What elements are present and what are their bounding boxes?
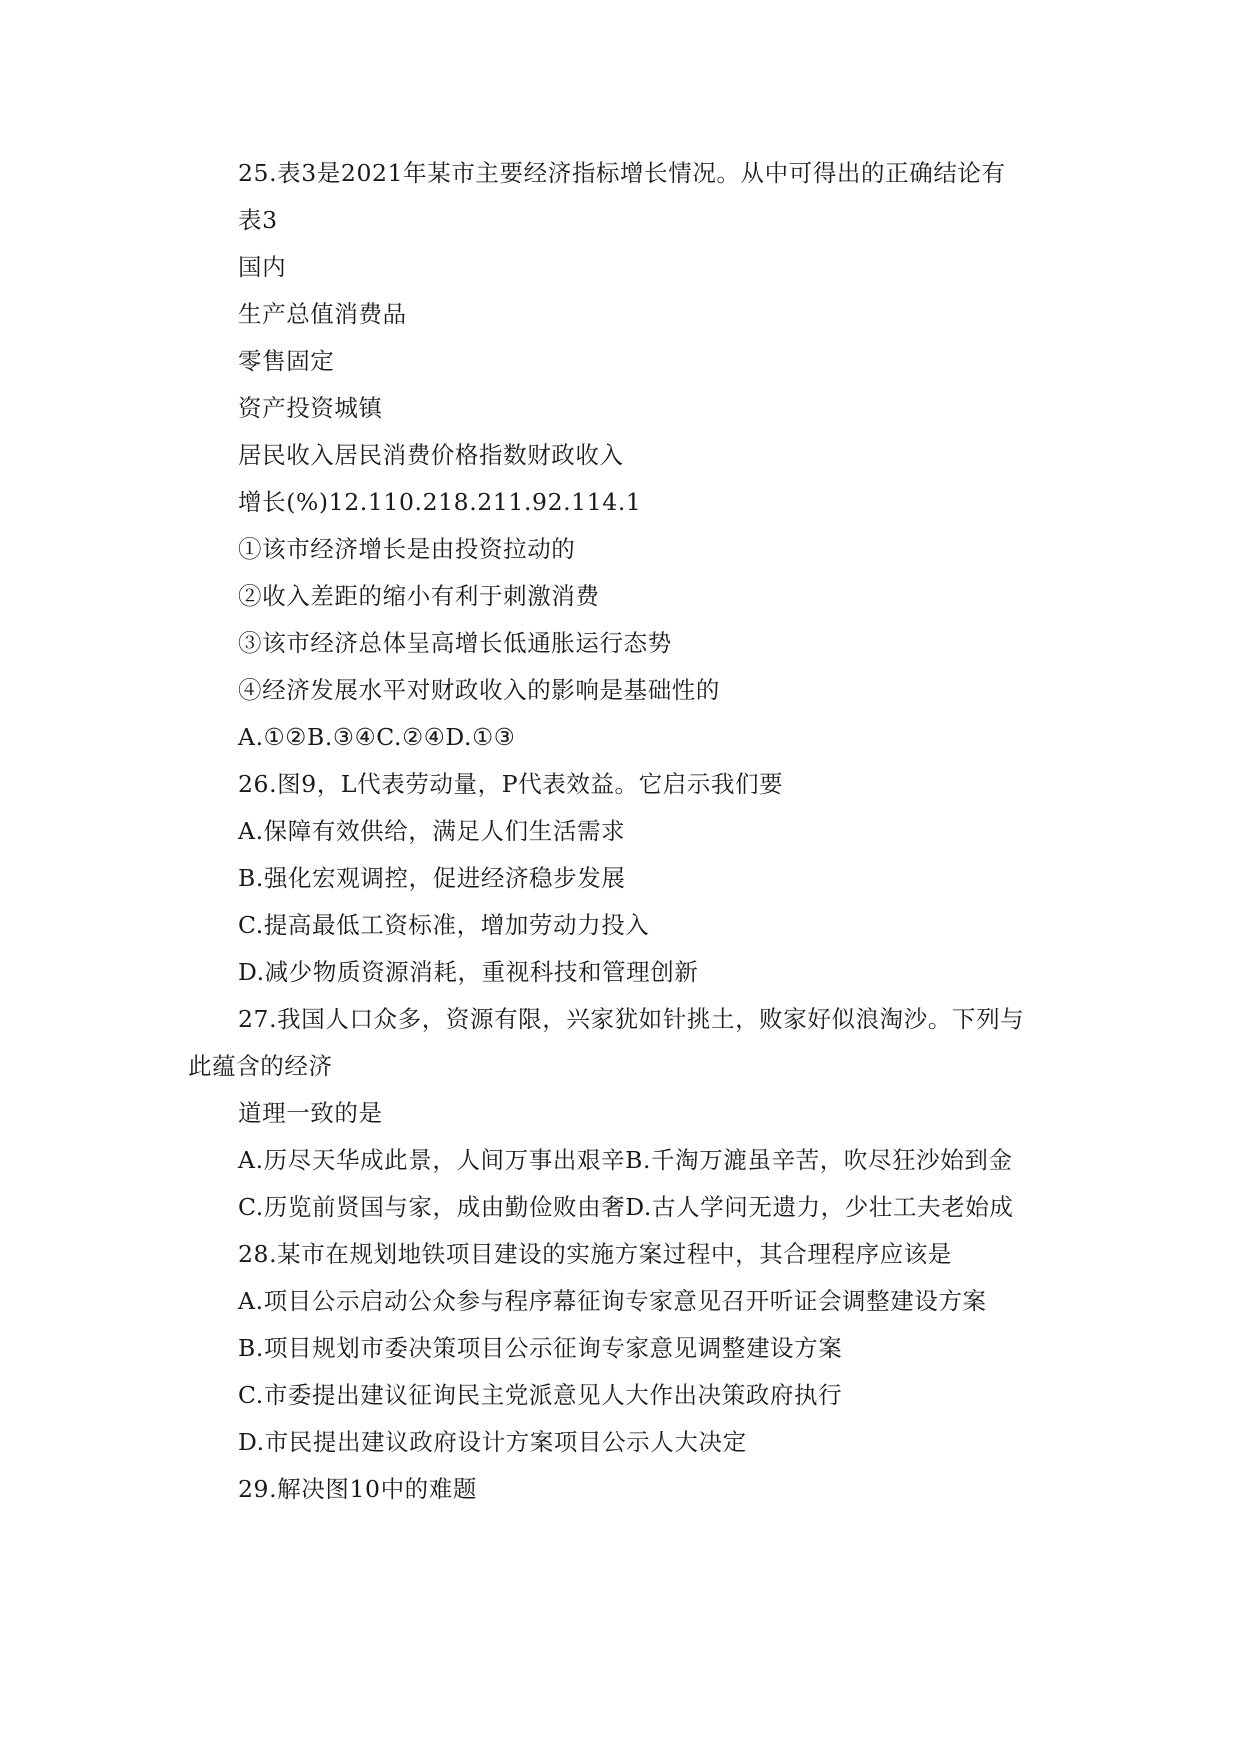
- statement-1: ①该市经济增长是由投资拉动的: [238, 535, 576, 563]
- table-3-growth-row: 增长(%)12.110.218.211.92.114.1: [238, 488, 642, 516]
- question-27-options-ab: A.历尽天华成此景，人间万事出艰辛B.千淘万漉虽辛苦，吹尽狂沙始到金: [238, 1146, 1013, 1174]
- table-3-caption: 表3: [238, 206, 278, 234]
- statement-2: ②收入差距的缩小有利于刺激消费: [238, 582, 600, 610]
- question-25-options: A.①②B.③④C.②④D.①③: [238, 723, 516, 751]
- question-28-option-d: D.市民提出建议政府设计方案项目公示人大决定: [238, 1428, 747, 1456]
- question-26-stem: 26.图9，L代表劳动量，P代表效益。它启示我们要: [238, 770, 784, 798]
- question-26-option-b: B.强化宏观调控，促进经济稳步发展: [238, 864, 626, 892]
- question-27-options-cd: C.历览前贤国与家，成由勤俭败由奢D.古人学问无遗力，少壮工夫老始成: [238, 1193, 1014, 1221]
- table-3-text-line: 资产投资城镇: [238, 394, 383, 422]
- question-28-option-b: B.项目规划市委决策项目公示征询专家意见调整建设方案: [238, 1334, 843, 1362]
- question-28-option-a: A.项目公示启动公众参与程序幕征询专家意见召开听证会调整建设方案: [238, 1287, 987, 1315]
- question-27-stem-continued: 道理一致的是: [238, 1099, 383, 1127]
- question-27-stem-continued: 此蕴含的经济: [188, 1052, 333, 1080]
- table-3-text-line: 国内: [238, 253, 287, 281]
- question-26-option-c: C.提高最低工资标准，增加劳动力投入: [238, 911, 650, 939]
- question-29-stem: 29.解决图10中的难题: [238, 1475, 477, 1503]
- question-26-option-d: D.减少物质资源消耗，重视科技和管理创新: [238, 958, 699, 986]
- table-3-text-line: 居民收入居民消费价格指数财政收入: [238, 441, 624, 469]
- question-28-option-c: C.市委提出建议征询民主党派意见人大作出决策政府执行: [238, 1381, 843, 1409]
- question-25-stem: 25.表3是2021年某市主要经济指标增长情况。从中可得出的正确结论有: [238, 159, 1006, 187]
- table-3-text-line: 零售固定: [238, 347, 335, 375]
- table-3-text-line: 生产总值消费品: [238, 300, 407, 328]
- statement-3: ③该市经济总体呈高增长低通胀运行态势: [238, 629, 672, 657]
- question-27-stem: 27.我国人口众多，资源有限，兴家犹如针挑土，败家好似浪淘沙。下列与: [238, 1005, 1025, 1033]
- question-28-stem: 28.某市在规划地铁项目建设的实施方案过程中，其合理程序应该是: [238, 1240, 952, 1268]
- question-26-option-a: A.保障有效供给，满足人们生活需求: [238, 817, 626, 845]
- statement-4: ④经济发展水平对财政收入的影响是基础性的: [238, 676, 720, 704]
